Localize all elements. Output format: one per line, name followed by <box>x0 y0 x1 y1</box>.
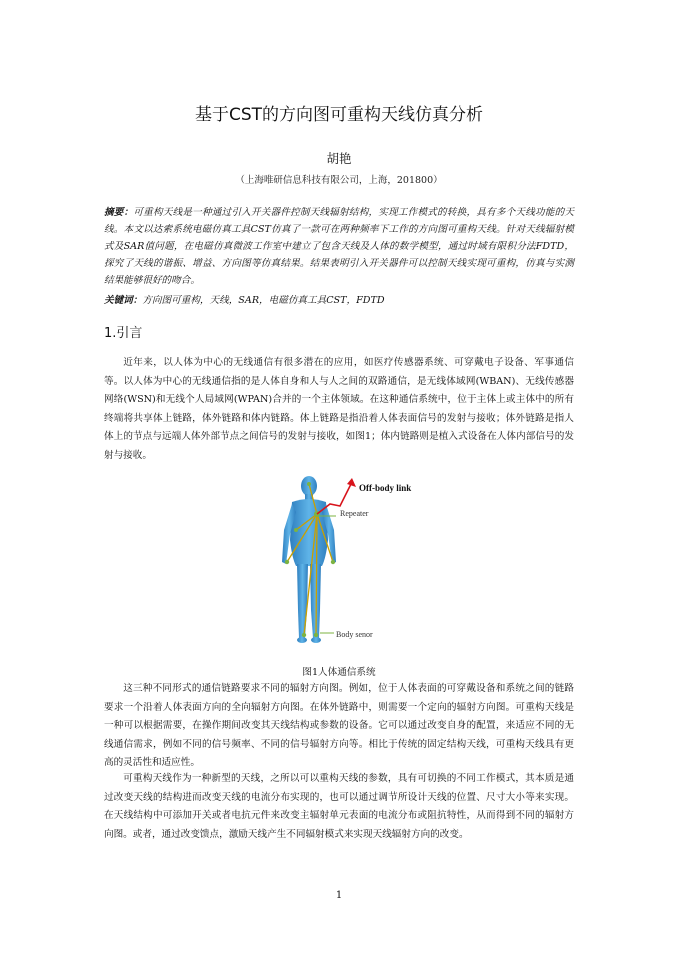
human-body-diagram <box>200 470 480 650</box>
human-silhouette <box>282 476 336 643</box>
intro-paragraph-2: 这三种不同形式的通信链路要求不同的辐射方向图。例如，位于人体表面的可穿戴设备和系统之间的链路要求一个沿着人体表面方向的全向辐射方向图。在体外链路中，则需要一个定向的辐射方向图。可重构天线是一种可以根据需要，在操作期间改变其天线结构或参数的设备。它可以通过改变自身的配置，来适应不同的无线通信需求，例如不同的信号频率、不同的信号辐射方向等。相比于传统的固定结构天线，可重构天线具有更高的灵活性和适应性。 <box>104 683 574 768</box>
arrowhead-icon <box>347 478 356 487</box>
body-sensor-label: Body senor <box>336 630 373 639</box>
keywords-label: 关键词： <box>104 295 143 306</box>
figure-body-communication <box>200 470 480 650</box>
author-name: 胡艳 <box>326 151 352 166</box>
abstract-label: 摘要： <box>104 207 134 218</box>
keywords-text: 方向图可重构，天线，SAR，电磁仿真工具CST，FDTD <box>142 295 385 306</box>
page-number: 1 <box>335 890 343 901</box>
intro-paragraph-3: 可重构天线作为一种新型的天线，之所以可以重构天线的参数，具有可切换的不同工作模式，其本质是通过改变天线的结构进而改变天线的电流分布实现的，也可以通过调节所设计天线的位置、尺寸大小等来实现。在天线结构中可添加开关或者电抗元件来改变主辐射单元表面的电流分布或阻抗特性，从而得到不同的辐射方向图。或者，通过改变馈点，激励天线产生不同辐射模式来实现天线辐射方向的改变。 <box>104 773 574 840</box>
author-affiliation: （上海唯研信息科技有限公司，上海，201800） <box>235 175 443 186</box>
offbody-link-label: Off-body link <box>359 483 412 493</box>
abstract-text: 可重构天线是一种通过引入开关器件控制天线辐射结构，实现工作模式的转换，具有多个天线功能的天线。本文以达索系统电磁仿真工具CST仿真了一款可在两种频率下工作的方向图可重构天线。针对天线辐射模式及SAR值问题，在电磁仿真微波工作室中建立了包含天线及人体的数学模型，通过时域有限积分法FDTD，探究了天线的谐振、增益、方向图等仿真结果。结果表明引入开关器件可以控制天线实现可重构，仿真与实测结果能够很好的吻合。 <box>104 207 575 286</box>
intro-paragraph-1: 近年来，以人体为中心的无线通信有很多潜在的应用，如医疗传感器系统、可穿戴电子设备、军事通信等。以人体为中心的无线通信指的是人体自身和人与人之间的双路通信，是无线体域网(WBAN)、无线传感器网络(WSN)和无线个人局域网(WPAN)合并的一个主体领域。在这种通信系统中，位于主体上或主体中的所有终端将共享体上链路，体外链路和体内链路。体上链路是指沿着人体表面信号的发射与接收；体外链路是指人体上的节点与远端人体外部节点之间信号的发射与接收，如图1；体内链路则是植入式设备在人体内部信号的发射与接收。 <box>104 357 574 461</box>
abstract <box>104 204 574 289</box>
paper-title: 基于CST的方向图可重构天线仿真分析 <box>194 105 484 125</box>
keywords <box>104 292 574 309</box>
repeater-label: Repeater <box>340 509 369 518</box>
figure-caption: 图1人体通信系统 <box>302 667 376 678</box>
section-heading-introduction: 1.引言 <box>104 326 143 341</box>
